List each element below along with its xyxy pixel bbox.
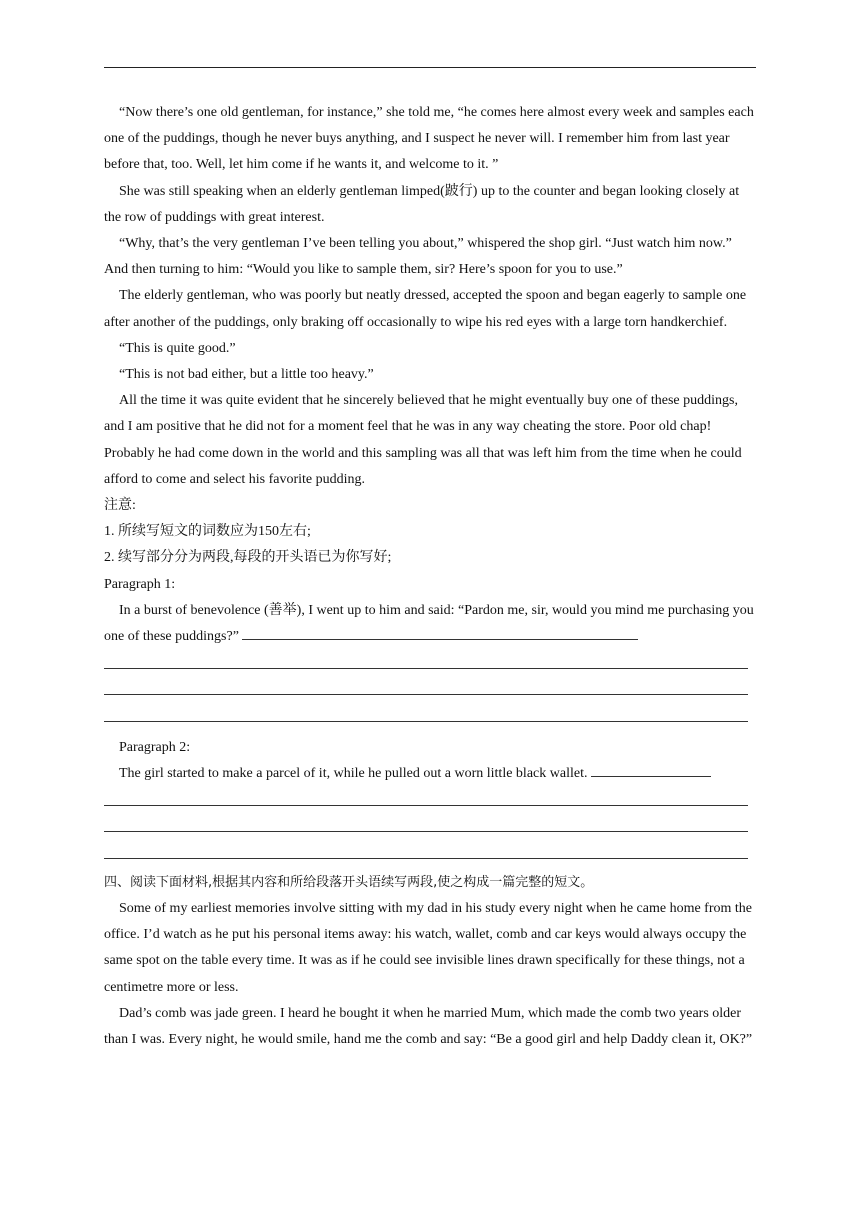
- passage-paragraph: She was still speaking when an elderly gentleman limped(跛行) up to the counter and began looking closely at the row of puddings with great interest.: [104, 183, 740, 225]
- paragraph-2-opening: [104, 761, 754, 787]
- answer-line[interactable]: [104, 703, 754, 729]
- passage-paragraph: All the time it was quite evident that he sincerely believed that he might eventually buy one of these puddings, and I am positive that he did not for a moment feel that he was in any way cheating the store. Poor old chap! Probably he had come down in the world and this sampling was all that was left him from the time when he could afford to come and select his favorite pudding.: [104, 393, 742, 487]
- answer-line[interactable]: [104, 676, 754, 702]
- section-4-heading: 四、阅读下面材料,根据其内容和所给段落开头语续写两段,使之构成一篇完整的短文。: [104, 874, 594, 890]
- paragraph-2-opening-text: The girl started to make a parcel of it, while he pulled out a worn little black wallet.: [119, 766, 588, 782]
- section-4-paragraph: Some of my earliest memories involve sitting with my dad in his study every night when he came home from the office. I’d watch as he put his personal items away: his watch, wallet, comb and car keys would always occupy the same spot on the table every time. It was as if he could see invisible lines drawn specifically for these things, not a centimetre more or less.: [104, 901, 752, 995]
- notes-heading: 注意:: [104, 498, 136, 514]
- note-item: 1. 所续写短文的词数应为150左右;: [104, 524, 311, 540]
- document-body: [104, 100, 754, 1053]
- passage-paragraph: “This is not bad either, but a little too heavy.”: [119, 367, 374, 383]
- answer-blank-inline[interactable]: [591, 775, 711, 777]
- answer-line[interactable]: [104, 813, 754, 839]
- answer-line[interactable]: [104, 840, 754, 866]
- answer-line[interactable]: [104, 787, 754, 813]
- passage-paragraph: The elderly gentleman, who was poorly but neatly dressed, accepted the spoon and began eagerly to sample one after another of the puddings, only braking off occasionally to wipe his red eyes with a large torn handkerchief.: [104, 288, 747, 330]
- paragraph-1-opening-text: In a burst of benevolence (善举), I went up to him and said: “Pardon me, sir, would you mind me purchasing you one of these puddings?”: [104, 602, 754, 645]
- header-rule: [104, 67, 756, 68]
- section-4-paragraph: Dad’s comb was jade green. I heard he bought it when he married Mum, which made the comb two years older than I was. Every night, he would smile, hand me the comb and say: “Be a good girl and help Daddy clean it, OK?”: [104, 1005, 753, 1048]
- answer-blank-inline[interactable]: [242, 638, 638, 640]
- answer-line[interactable]: [104, 650, 754, 676]
- paragraph-1-opening: [104, 598, 754, 650]
- passage-paragraph: “Now there’s one old gentleman, for instance,” she told me, “he comes here almost every week and samples each one of the puddings, though he never buys anything, and I suspect he never will. I remember him from last year before that, too. Well, let him come if he wants it, and welcome to it. ”: [104, 105, 754, 173]
- passage-paragraph: “Why, that’s the very gentleman I’ve been telling you about,” whispered the shop girl. “Just watch him now.” And then turning to him: “Would you like to sample them, sir? Here’s spoon for you to use.”: [104, 236, 732, 278]
- note-item: 2. 续写部分分为两段,每段的开头语已为你写好;: [104, 550, 392, 566]
- passage-paragraph: “This is quite good.”: [119, 340, 236, 356]
- paragraph-2-label: Paragraph 2:: [119, 739, 191, 755]
- paragraph-1-label: Paragraph 1:: [104, 576, 176, 592]
